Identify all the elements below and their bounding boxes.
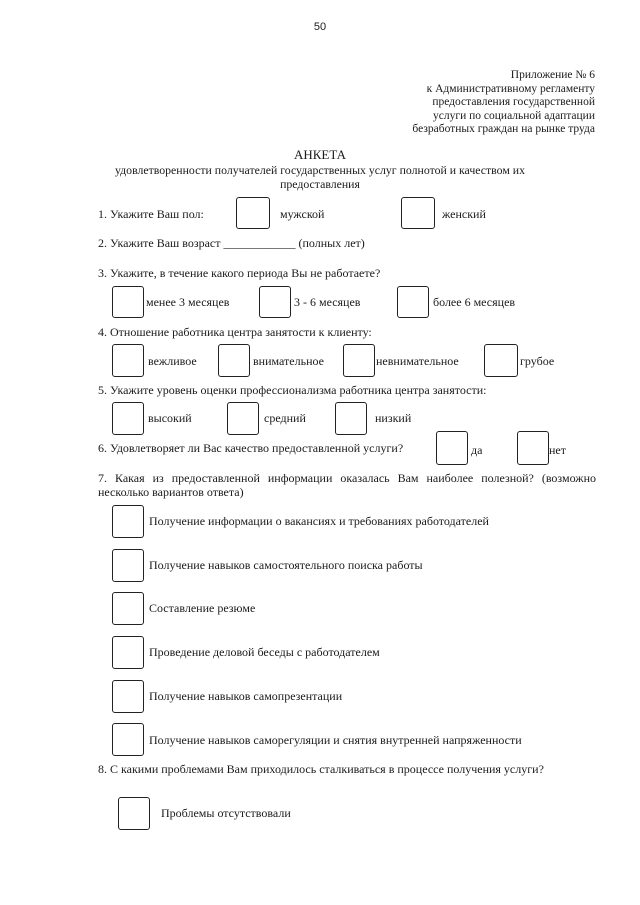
checkbox-rude[interactable] — [484, 344, 518, 377]
option-label: Получение информации о вакансиях и требованиях работодателей — [149, 514, 489, 528]
option-label: невнимательное — [376, 354, 459, 368]
option-label: вежливое — [148, 354, 197, 368]
checkbox-period-less-3[interactable] — [112, 286, 144, 318]
option-label-female: женский — [442, 207, 486, 221]
checkbox-inattentive[interactable] — [343, 344, 375, 377]
option-label: внимательное — [253, 354, 324, 368]
question-2: 2. Укажите Ваш возраст ____________ (полных лет) — [98, 236, 365, 250]
option-label-male: мужской — [280, 207, 325, 221]
checkbox-no-problems[interactable] — [118, 797, 150, 830]
checkbox-period-more-6[interactable] — [397, 286, 429, 318]
appendix-line: предоставления государственной — [432, 96, 595, 108]
question-4: 4. Отношение работника центра занятости к клиенту: — [98, 325, 372, 339]
option-label: Получение навыков саморегуляции и снятия внутренней напряженности — [149, 733, 522, 747]
question-7: 7. Какая из предоставленной информации оказалась Вам наиболее полезной? (возможно несколько вариантов ответа) — [98, 471, 596, 499]
checkbox-business-talk[interactable] — [112, 636, 144, 669]
appendix-line: к Административному регламенту — [426, 82, 595, 95]
checkbox-self-presentation[interactable] — [112, 680, 144, 713]
page-number: 50 — [313, 21, 327, 33]
checkbox-female[interactable] — [401, 197, 435, 229]
question-3: 3. Укажите, в течение какого периода Вы не работаете? — [98, 266, 381, 280]
checkbox-attentive[interactable] — [218, 344, 250, 377]
option-label: Проведение деловой беседы с работодателем — [149, 645, 380, 659]
question-5: 5. Укажите уровень оценки профессионализма работника центра занятости: — [98, 383, 487, 397]
appendix-line: безработных граждан на рынке труда — [412, 123, 595, 135]
option-label: Получение навыков самостоятельного поиска работы — [149, 558, 423, 572]
question-8: 8. С какими проблемами Вам приходилось сталкиваться в процессе получения услуги? — [98, 762, 544, 776]
appendix-block — [412, 69, 595, 137]
appendix-line: услуги по социальной адаптации — [433, 109, 595, 122]
option-label-no: нет — [549, 443, 566, 457]
form-subtitle-line: удовлетворенности получателей государственных услуг полнотой и качеством их — [115, 163, 525, 177]
form-subtitle-line: предоставления — [280, 177, 360, 191]
checkbox-resume[interactable] — [112, 592, 144, 625]
option-label-yes: да — [471, 443, 483, 457]
checkbox-info-vacancies[interactable] — [112, 505, 144, 538]
checkbox-high[interactable] — [112, 402, 144, 435]
checkbox-male[interactable] — [236, 197, 270, 229]
form-title: АНКЕТА — [293, 147, 347, 162]
checkbox-low[interactable] — [335, 402, 367, 435]
checkbox-self-regulation[interactable] — [112, 723, 144, 756]
option-label: низкий — [375, 411, 412, 425]
option-label: средний — [264, 411, 306, 425]
checkbox-polite[interactable] — [112, 344, 144, 377]
question-6: 6. Удовлетворяет ли Вас качество предоставленной услуги? — [98, 441, 404, 455]
checkbox-period-3-6[interactable] — [259, 286, 291, 318]
appendix-line: Приложение № 6 — [510, 69, 595, 81]
option-label: высокий — [148, 411, 192, 425]
option-label: менее 3 месяцев — [146, 295, 230, 309]
checkbox-yes[interactable] — [436, 431, 468, 465]
option-label: Составление резюме — [149, 601, 256, 615]
option-label: грубое — [520, 354, 555, 368]
option-label: Получение навыков самопрезентации — [149, 689, 343, 703]
checkbox-medium[interactable] — [227, 402, 259, 435]
checkbox-no[interactable] — [517, 431, 549, 465]
option-label: Проблемы отсутствовали — [161, 806, 291, 820]
option-label: более 6 месяцев — [433, 295, 516, 309]
checkbox-job-search-skills[interactable] — [112, 549, 144, 582]
option-label: 3 - 6 месяцев — [294, 295, 361, 309]
question-1: 1. Укажите Ваш пол: — [98, 207, 204, 221]
